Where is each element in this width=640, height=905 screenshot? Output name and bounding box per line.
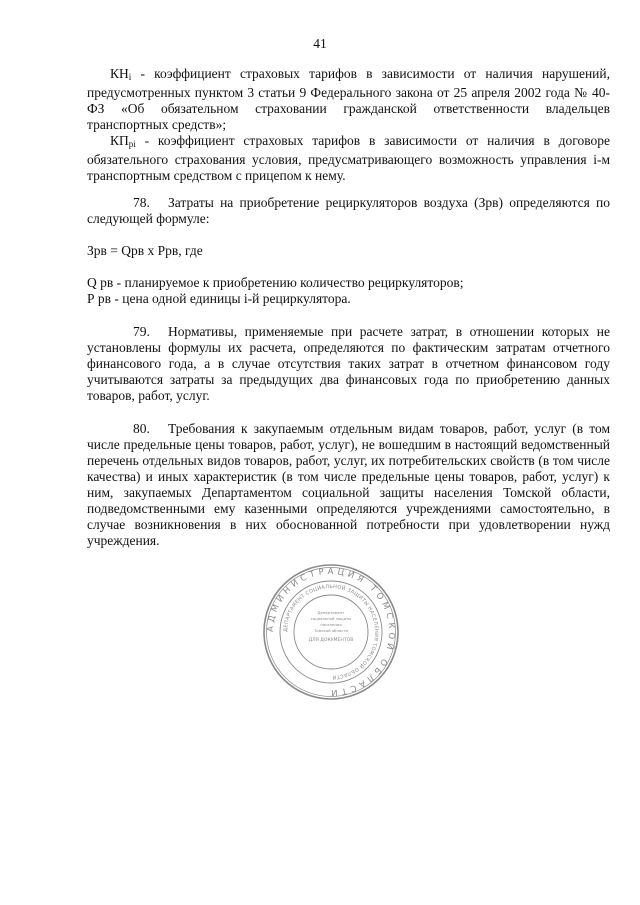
formula-definition-q: Q рв - планируемое к приобретению количество рециркуляторов; (87, 275, 464, 290)
page-number: 41 (313, 36, 327, 51)
seal-center-text (309, 610, 354, 643)
svg-text:Департамент: Департамент (317, 610, 345, 615)
paragraph-79-text: Нормативы, применяемые при расчете затрат, в отношении которых не установлены формулы их расчета, определяются по фактическим затратам отчетного финансового года, а в случае отсутствия таких затрат в отчетном финансовом году учитываются затраты за предыдущих два финансовых года по приобретению данных товаров, работ, услуг. (87, 324, 610, 403)
svg-text:ДЛЯ ДОКУМЕНТОВ: ДЛЯ ДОКУМЕНТОВ (308, 638, 354, 643)
formula-definitions (87, 275, 610, 307)
formula-definition-p: Р рв - цена одной единицы i-й рециркулятора. (87, 291, 351, 306)
formula-block (87, 243, 610, 259)
svg-text:социальной защиты: социальной защиты (310, 616, 352, 621)
paragraph-79-block (87, 324, 610, 404)
kp-symbol: КП (110, 133, 129, 148)
seal-outer-text: АДМИНИСТРАЦИЯ ТОМСКОЙ ОБЛАСТИ (265, 566, 397, 698)
paragraph-78 (87, 195, 610, 227)
kn-symbol: КН (110, 66, 129, 81)
top-definitions (87, 66, 610, 184)
kp-subscript: pi (128, 139, 136, 149)
svg-text:населения: населения (320, 622, 342, 627)
formula-line: Зрв = Qрв x Ррв, где (87, 243, 203, 258)
definition-kn (87, 66, 610, 133)
official-seal (262, 563, 400, 701)
kp-text: - коэффициент страховых тарифов в зависимости от наличия в договоре обязательного страхования условия, предусматривающего возможность управления i-м транспортным средством с прицепом к нему. (87, 133, 610, 183)
paragraph-80-text: Требования к закупаемым отдельным видам товаров, работ, услуг (в том числе предельные цены товаров, работ, услуг), не вошедшим в настоящий ведомственный перечень отдельных видов товаров, работ, услуг, их потребительских свойств (в том числе качества) и иных характеристик (в том числе предельные цены товаров, работ, услуг) к ним, закупаемых Департаментом социальной защиты населения Томской области, подведомственными ему казенными определяются учреждениями самостоятельно, в случае возникновения в них обоснованной потребности при удовлетворении нужд учреждения. (87, 421, 610, 548)
paragraph-80-number: 80. (133, 421, 150, 436)
paragraph-80-block (87, 421, 610, 549)
kn-subscript: i (128, 72, 132, 82)
paragraph-78-text: Затраты на приобретение рециркуляторов воздуха (Зрв) определяются по следующей формуле: (87, 195, 610, 226)
paragraph-78-number: 78. (133, 195, 150, 210)
svg-text:Томской области: Томской области (313, 628, 349, 633)
definition-kp (87, 133, 610, 184)
seal-inner-text: ДЕПАРТАМЕНТ СОЦИАЛЬНОЙ ЗАЩИТЫ НАСЕЛЕНИЯ ТОМСКОЙ ОБЛАСТИ (282, 583, 380, 681)
paragraph-79 (87, 324, 610, 404)
paragraph-79-number: 79. (133, 324, 150, 339)
paragraph-80 (87, 421, 610, 549)
kn-text: - коэффициент страховых тарифов в зависимости от наличия нарушений, предусмотренных пунктом 3 статьи 9 Федерального закона от 25 апреля 2002 года № 40-ФЗ «Об обязательном страховании гражданской ответственности владельцев транспортных средств»; (87, 66, 610, 132)
paragraph-78-block (87, 195, 610, 227)
